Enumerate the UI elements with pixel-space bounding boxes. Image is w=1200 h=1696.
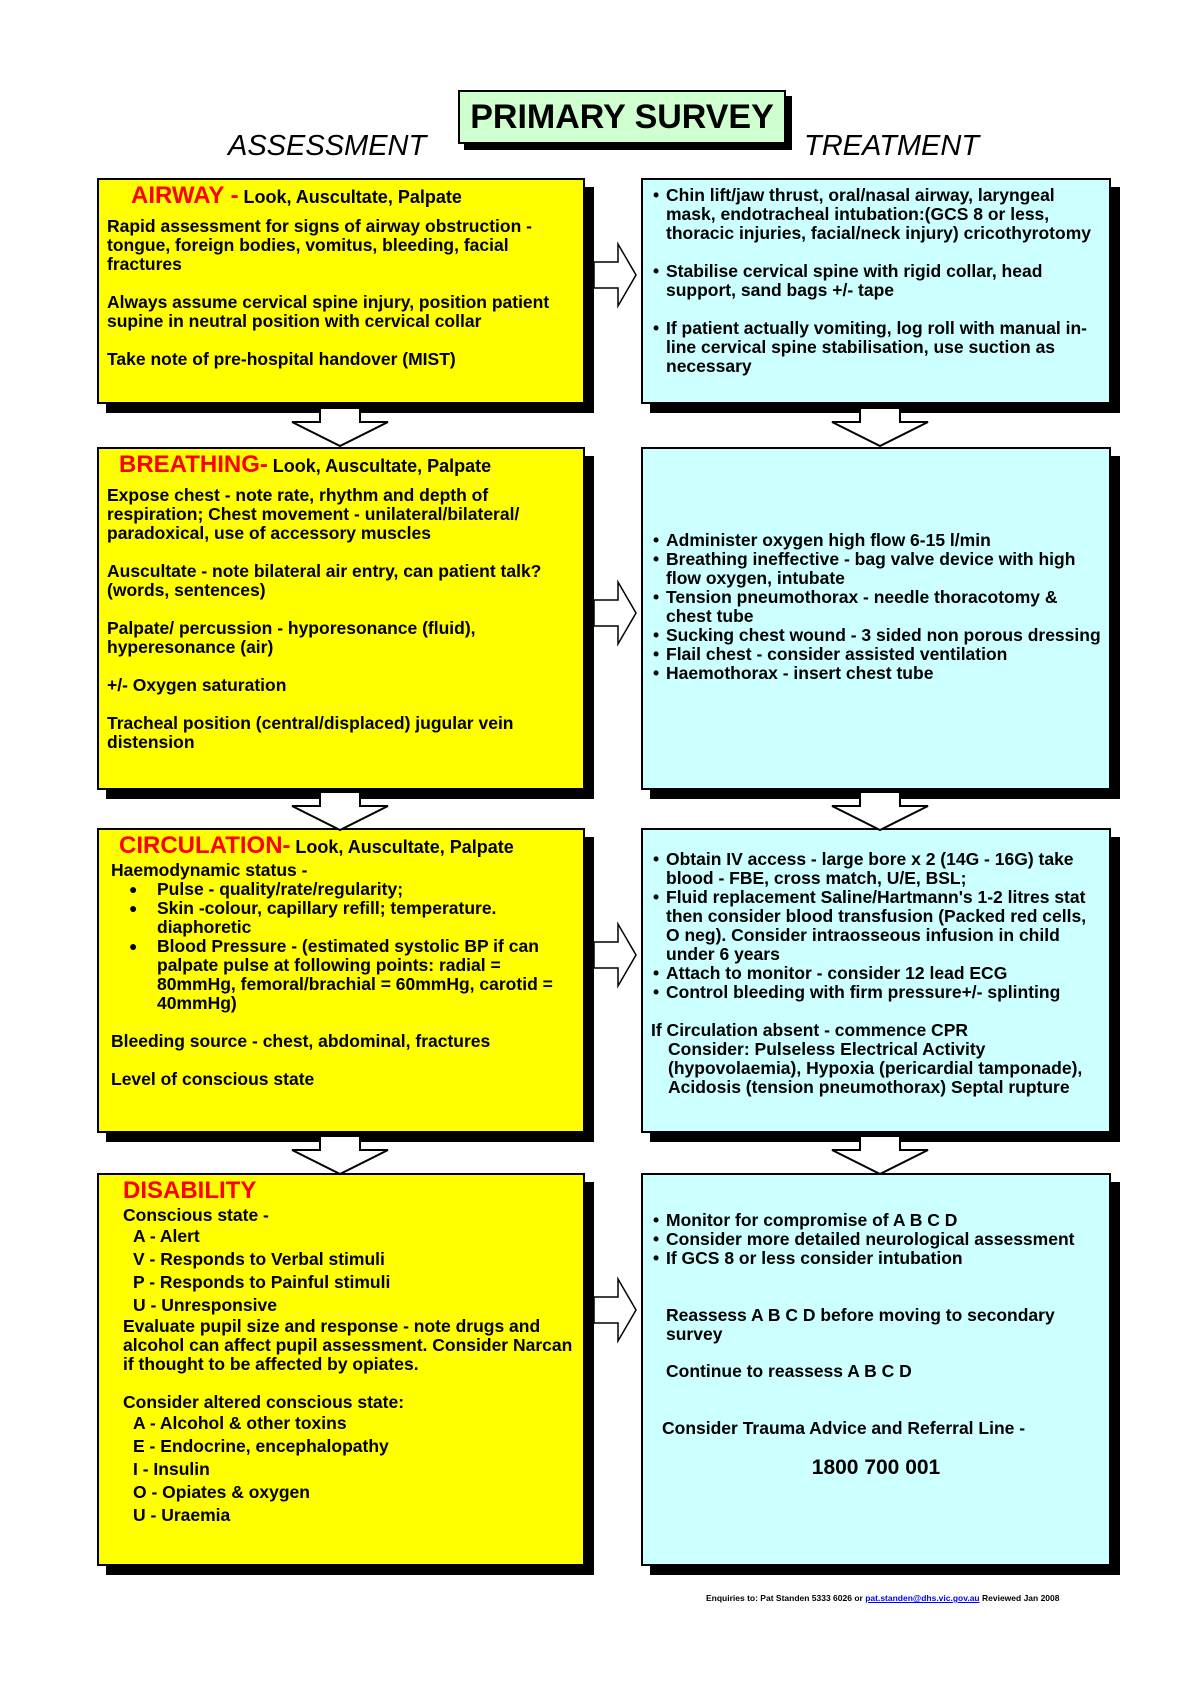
circulation-treatment-box	[641, 828, 1111, 1133]
right-arrow-icon	[592, 578, 638, 648]
breathing-text-3: Palpate/ percussion - hyporesonance (fluid), hyperesonance (air)	[107, 618, 476, 657]
circulation-subtitle: Look, Auscultate, Palpate	[295, 837, 514, 857]
circulation-assessment-box	[97, 828, 585, 1133]
disability-title: DISABILITY	[123, 1177, 257, 1204]
down-arrow-icon	[830, 408, 930, 448]
list-item: • Fluid replacement Saline/Hartmann's 1-2 litres stat then consider blood transfusion (Packed red cells, O neg). Consider intraosseous infusion in child under 6 years	[651, 888, 1101, 964]
disability-pupil: Evaluate pupil size and response - note drugs and alcohol can affect pupil assessment. Consider Narcan if thought to be affected by opiates.	[123, 1316, 573, 1374]
breathing-subtitle: Look, Auscultate, Palpate	[272, 456, 492, 476]
list-item: I - Insulin	[133, 1459, 210, 1479]
list-item: ● Blood Pressure - (estimated systolic BP if can palpate pulse at following points: radial = 80mmHg, femoral/brachial = 60mmHg, carotid = 40mmHg)	[111, 937, 575, 1013]
list-item: ● Pulse - quality/rate/regularity;	[111, 880, 575, 899]
right-arrow-icon	[592, 1275, 638, 1345]
airway-treatment-list	[651, 186, 1101, 376]
list-item: • Consider more detailed neurological assessment	[651, 1230, 1101, 1249]
list-item: V - Responds to Verbal stimuli	[133, 1249, 385, 1269]
treatment-heading: TREATMENT	[804, 130, 980, 162]
breathing-text-4: +/- Oxygen saturation	[107, 675, 287, 695]
disability-continue: Continue to reassess A B C D	[666, 1361, 912, 1381]
airway-assessment-box	[97, 178, 585, 404]
list-item: P - Responds to Painful stimuli	[133, 1272, 391, 1292]
list-item: • Chin lift/jaw thrust, oral/nasal airway, laryngeal mask, endotracheal intubation:(GCS 8 or less, thoracic injuries, facial/neck injury) cricothyrotomy	[651, 186, 1101, 243]
disability-treatment-box	[641, 1173, 1111, 1566]
disability-altered: Consider altered conscious state:	[123, 1392, 405, 1412]
list-item: • Monitor for compromise of A B C D	[651, 1211, 1101, 1230]
right-arrow-icon	[592, 920, 638, 990]
circulation-absent-title: If Circulation absent - commence CPR	[651, 1020, 969, 1040]
disability-assessment-box	[97, 1173, 585, 1566]
circulation-text-3: Level of conscious state	[111, 1069, 315, 1089]
footer	[706, 1593, 1060, 1603]
down-arrow-icon	[830, 792, 930, 832]
airway-treatment-box	[641, 178, 1111, 404]
airway-text-1: Rapid assessment for signs of airway obstruction - tongue, foreign bodies, vomitus, bleeding, facial fractures	[107, 216, 532, 274]
aeiou-list	[123, 1412, 575, 1527]
footer-enquiries: Enquiries to: Pat Standen 5333 6026 or	[706, 1593, 863, 1603]
circulation-header	[111, 832, 575, 859]
disability-treatment-list	[651, 1211, 1101, 1268]
list-item: • Administer oxygen high flow 6-15 l/min	[651, 531, 1101, 550]
airway-subtitle: Look, Auscultate, Palpate	[243, 187, 462, 207]
assessment-heading: ASSESSMENT	[228, 130, 427, 162]
footer-email-link[interactable]: pat.standen@dhs.vic.gov.au	[865, 1593, 980, 1603]
list-item: • Haemothorax - insert chest tube	[651, 664, 1101, 683]
list-item: O - Opiates & oxygen	[133, 1482, 310, 1502]
disability-reassess: Reassess A B C D before moving to secondary survey	[666, 1305, 1055, 1344]
breathing-title: BREATHING-	[119, 451, 268, 478]
list-item: • If GCS 8 or less consider intubation	[651, 1249, 1101, 1268]
circulation-treatment-list	[651, 850, 1101, 1002]
breathing-text-5: Tracheal position (central/displaced) jugular vein distension	[107, 713, 514, 752]
avpu-list	[123, 1225, 575, 1317]
circulation-absent-text: Consider: Pulseless Electrical Activity (hypovolaemia), Hypoxia (pericardial tamponade), Acidosis (tension pneumothorax) Septal rupture	[668, 1039, 1083, 1097]
list-item: U - Uraemia	[133, 1505, 231, 1525]
title-text: PRIMARY SURVEY	[470, 97, 774, 136]
down-arrow-icon	[290, 408, 390, 448]
breathing-assessment-box	[97, 447, 585, 790]
list-item: • Control bleeding with firm pressure+/- splinting	[651, 983, 1101, 1002]
breathing-treatment-list	[651, 531, 1101, 683]
airway-title: AIRWAY -	[131, 182, 239, 209]
breathing-header	[107, 451, 575, 478]
list-item: ● Skin -colour, capillary refill; temperature. diaphoretic	[111, 899, 575, 937]
list-item: • Obtain IV access - large bore x 2 (14G - 16G) take blood - FBE, cross match, U/E, BSL;	[651, 850, 1101, 888]
footer-reviewed: Reviewed Jan 2008	[982, 1593, 1060, 1603]
list-item: U - Unresponsive	[133, 1295, 277, 1315]
referral-phone: 1800 700 001	[811, 1456, 941, 1479]
airway-text-2: Always assume cervical spine injury, position patient supine in neutral position with cervical collar	[107, 292, 550, 331]
disability-conscious: Conscious state -	[123, 1205, 269, 1225]
airway-text-3: Take note of pre-hospital handover (MIST)	[107, 349, 456, 369]
circulation-list	[111, 880, 575, 1013]
airway-header	[107, 182, 575, 209]
breathing-treatment-box	[641, 447, 1111, 790]
list-item: • Flail chest - consider assisted ventilation	[651, 645, 1101, 664]
breathing-text-2: Auscultate - note bilateral air entry, can patient talk? (words, sentences)	[107, 561, 542, 600]
disability-referral: Consider Trauma Advice and Referral Line -	[662, 1418, 1026, 1438]
circulation-text-2: Bleeding source - chest, abdominal, fractures	[111, 1031, 491, 1051]
list-item: • Attach to monitor - consider 12 lead ECG	[651, 964, 1101, 983]
list-item: • Stabilise cervical spine with rigid collar, head support, sand bags +/- tape	[651, 262, 1101, 300]
list-item: • Tension pneumothorax - needle thoracotomy & chest tube	[651, 588, 1101, 626]
down-arrow-icon	[290, 792, 390, 832]
list-item: A - Alert	[133, 1226, 200, 1246]
list-item: E - Endocrine, encephalopathy	[133, 1436, 389, 1456]
right-arrow-icon	[592, 240, 638, 310]
list-item: • Breathing ineffective - bag valve device with high flow oxygen, intubate	[651, 550, 1101, 588]
page-title	[458, 90, 786, 144]
circulation-title: CIRCULATION-	[119, 832, 291, 859]
breathing-text-1: Expose chest - note rate, rhythm and depth of respiration; Chest movement - unilateral/bilateral/ paradoxical, use of accessory muscles	[107, 485, 520, 543]
list-item: • Sucking chest wound - 3 sided non porous dressing	[651, 626, 1101, 645]
list-item: A - Alcohol & other toxins	[133, 1413, 347, 1433]
down-arrow-icon	[830, 1136, 930, 1176]
down-arrow-icon	[290, 1136, 390, 1176]
list-item: • If patient actually vomiting, log roll with manual in-line cervical spine stabilisation, use suction as necessary	[651, 319, 1101, 376]
circulation-status: Haemodynamic status -	[111, 860, 308, 880]
